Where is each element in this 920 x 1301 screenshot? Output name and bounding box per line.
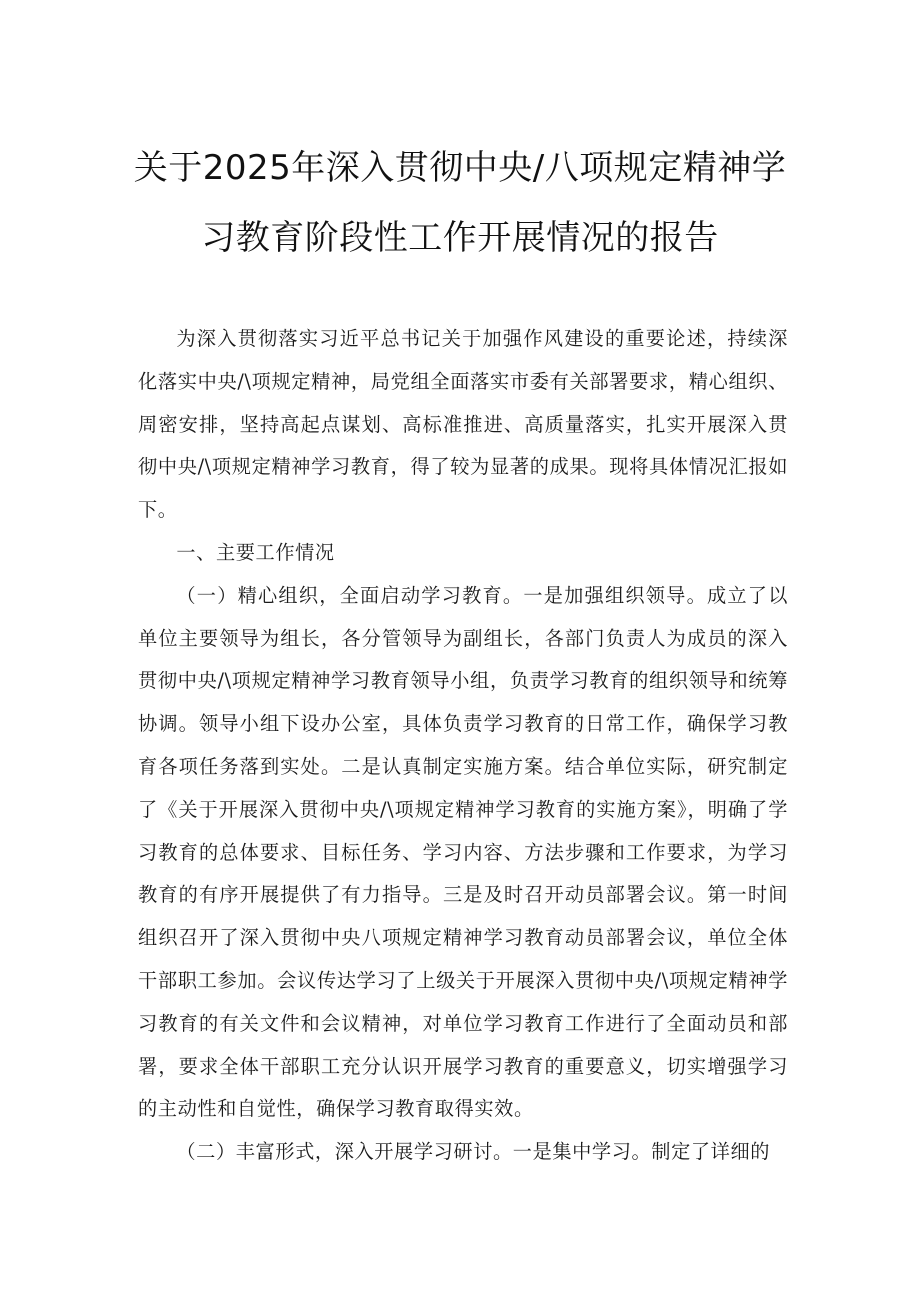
subsection-paragraph-1: （一）精心组织，全面启动学习教育。一是加强组织领导。成立了以单位主要领导为组长，各分管领导为副组长，各部门负责人为成员的深入贯彻中央/\项规定精神学习教育领导小组，负责学习教育的组织领导和统筹协调。领导小组下设办公室，具体负责学习教育的日常工作，确保学习教育各项任务落到实处。二是认真制定实施方案。结合单位实际，研究制定了《关于开展深入贯彻中央/\项规定精神学习教育的实施方案》，明确了学习教育的总体要求、目标任务、学习内容、方法步骤和工作要求，为学习教育的有序开展提供了有力指导。三是及时召开动员部署会议。第一时间组织召开了深入贯彻中央八项规定精神学习教育动员部署会议，单位全体干部职工参加。会议传达学习了上级关于开展深入贯彻中央/\项规定精神学习教育的有关文件和会议精神，对单位学习教育工作进行了全面动员和部署，要求全体干部职工充分认识开展学习教育的重要意义，切实增强学习的主动性和自觉性，确保学习教育取得实效。 — [138, 583, 788, 1121]
subsection-paragraph-2: （二）丰富形式，深入开展学习研讨。一是集中学习。制定了详细的 — [176, 1140, 771, 1164]
document-title-line-1: 关于2025年深入贯彻中央/八项规定精神学 — [133, 148, 787, 188]
document-body — [138, 318, 788, 1174]
section-heading-main-work: 一、主要工作情况 — [176, 540, 335, 564]
intro-paragraph: 为深入贯彻落实习近平总书记关于加强作风建设的重要论述，持续深化落实中央/\项规定精神，局党组全面落实市委有关部署要求，精心组织、周密安排，坚持高起点谋划、高标准推进、高质量落实，扎实开展深入贯彻中央/\项规定精神学习教育，得了较为显著的成果。现将具体情况汇报如下。 — [138, 327, 788, 522]
document-title-line-2: 习教育阶段性工作开展情况的报告 — [201, 218, 719, 258]
